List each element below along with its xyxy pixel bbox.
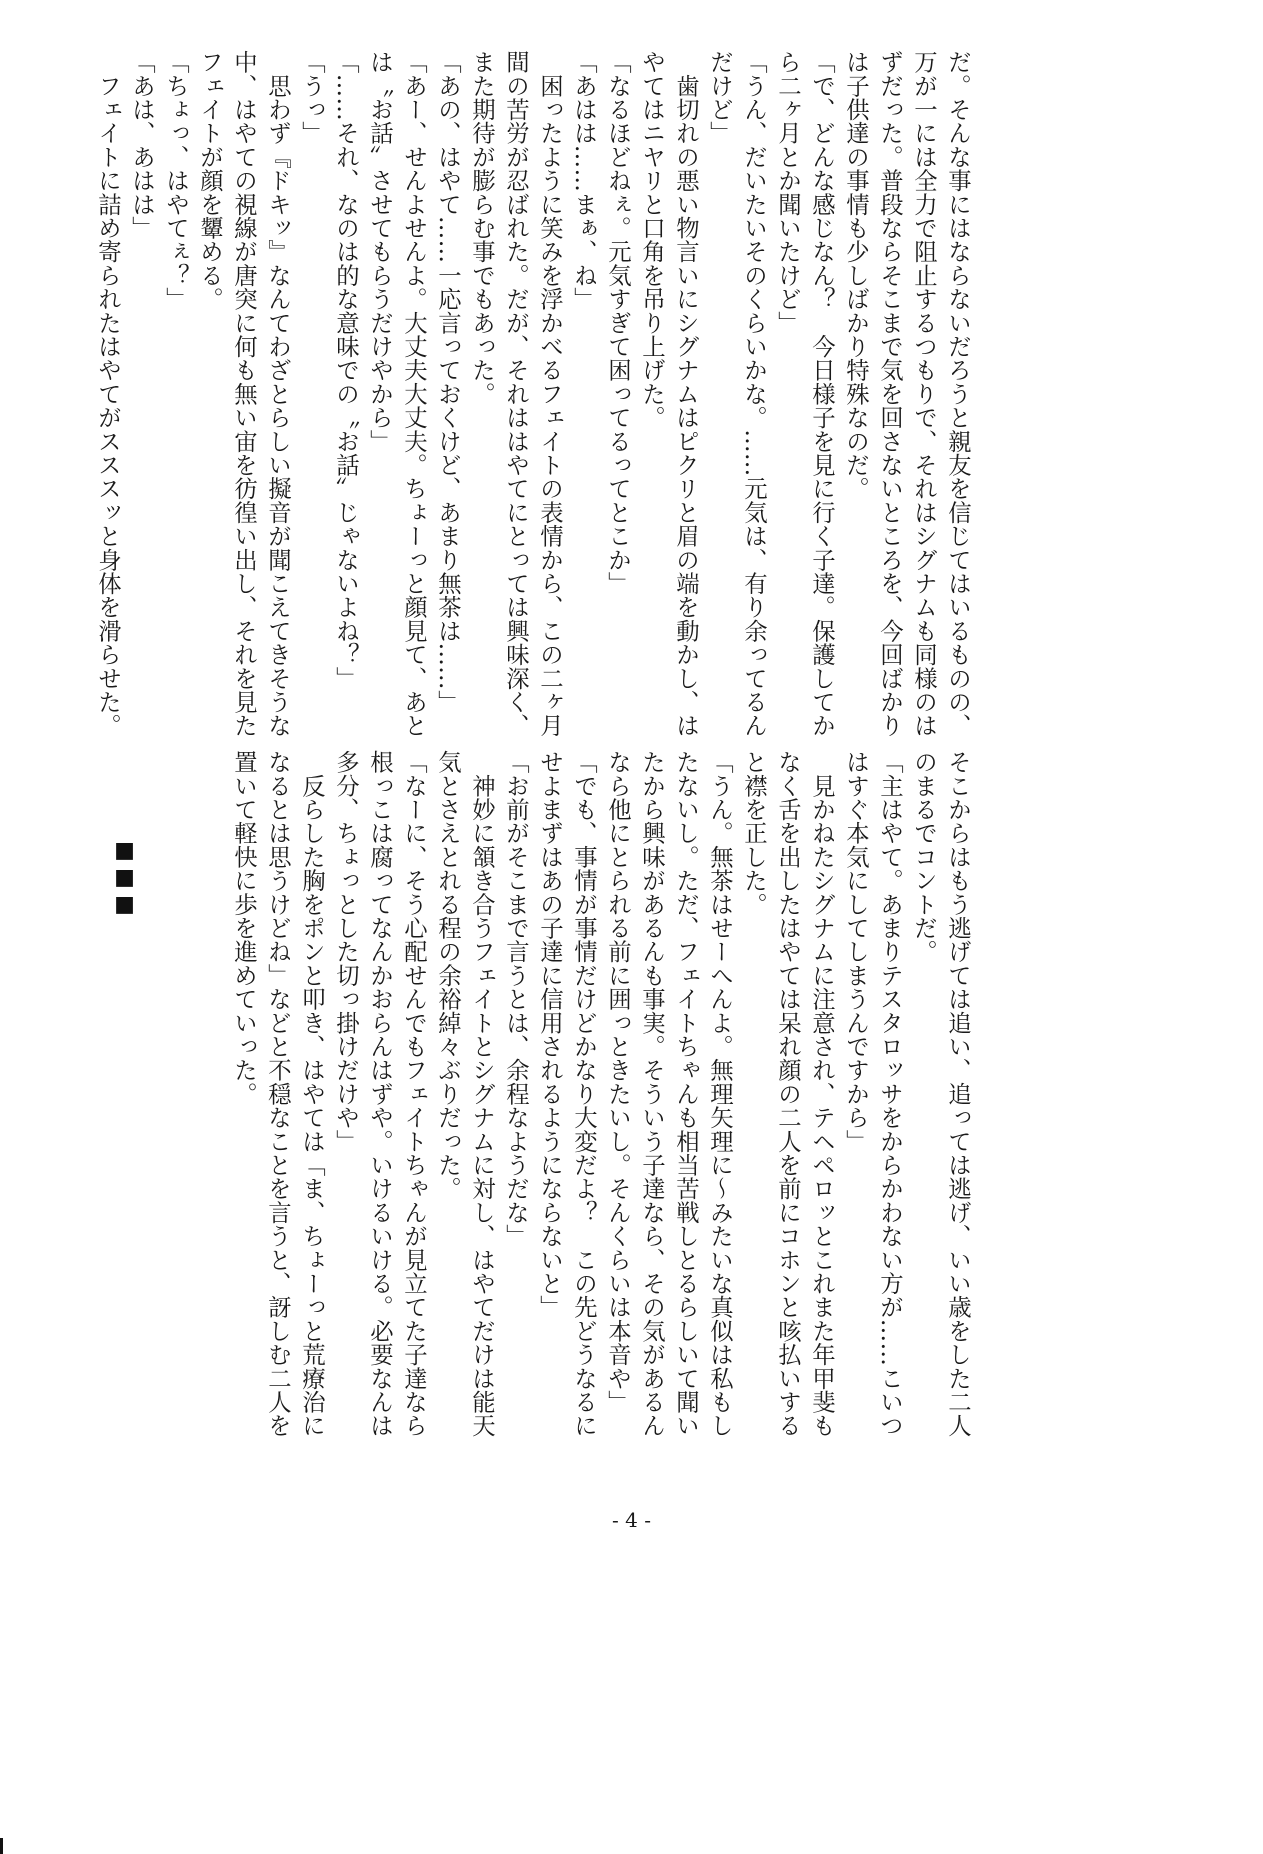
text-block-upper — [91, 50, 975, 750]
text-column: 困ったように笑みを浮かべるフェイトの表情から、この二ヶ月 — [536, 50, 564, 738]
text-column: 反らした胸をポンと叩き、はやては「ま、ちょーっと荒療治に — [298, 750, 326, 1438]
text-column: 「なるほどねぇ。元気すぎて困ってるってとこか」 — [604, 50, 632, 596]
text-column: 思わず『ドキッ』なんてわざとらしい擬音が聞こえてきそうな — [264, 50, 292, 738]
text-column: 「あー、せんよせんよ。大丈夫大丈夫。ちょーっと顔見て、あと — [400, 50, 428, 738]
text-column: また期待が膨らむ事でもあった。 — [468, 50, 496, 406]
text-column: のまるでコントだ。 — [910, 750, 938, 964]
text-column: 「あはは……まぁ、ね」 — [570, 50, 598, 311]
text-column: 「……それ、なのは的な意味での〝お話〟じゃないよね？」 — [332, 50, 360, 690]
text-column: ら二ヶ月とか聞いたけど」 — [774, 50, 802, 335]
text-column: 根っこは腐ってなんかおらんはずや。いけるいける。必要なんは — [366, 750, 394, 1438]
text-column: やてはニヤリと口角を吊り上げた。 — [638, 50, 666, 430]
text-column: 神妙に頷き合うフェイトとシグナムに対し、はやてだけは能天 — [468, 750, 496, 1438]
text-column: フェイトが顔を顰める。 — [196, 50, 224, 311]
text-column: 万が一には全力で阻止するつもりで、それはシグナムも同様のは — [910, 50, 938, 738]
text-column: 「で、どんな感じなん？ 今日様子を見に行く子達。保護してか — [808, 50, 836, 738]
text-column: フェイトに詰め寄られたはやてがスススッと身体を滑らせた。 — [94, 50, 122, 738]
text-column: なら他にとられる前に囲っときたいし。そんくらいは本音や」 — [604, 750, 632, 1414]
text-column: せよまずはあの子達に信用されるようにならないと」 — [536, 750, 564, 1319]
text-column: 「お前がそこまで言うとは、余程なようだな」 — [502, 750, 530, 1248]
text-column: 「うん。無茶はせーへんよ。無理矢理に〜みたいな真似は私もし — [706, 750, 734, 1438]
text-column: ずだった。普段ならそこまで気を回さないところを、今回ばかり — [876, 50, 904, 738]
text-column: 気とさえとれる程の余裕綽々ぶりだった。 — [434, 750, 462, 1201]
text-column: たないし。ただ、フェイトちゃんも相当苦戦しとるらしいて聞い — [672, 750, 700, 1438]
text-column: 多分、ちょっとした切っ掛けだけや」 — [332, 750, 360, 1153]
text-block-lower — [227, 750, 975, 1450]
text-column: 「ちょっ、はやてぇ？」 — [162, 50, 190, 311]
text-column: なく舌を出したはやては呆れ顔の二人を前にコホンと咳払いする — [774, 750, 802, 1438]
scan-edge-mark — [0, 1838, 3, 1854]
text-column: 「あの、はやて……一応言っておくけど、あまり無茶は……」 — [434, 50, 462, 714]
text-column: だけど」 — [706, 50, 734, 145]
section-separator: ■■■ — [112, 838, 137, 919]
text-column: だ。そんな事にはならないだろうと親友を信じてはいるものの、 — [944, 50, 972, 738]
text-column: はすぐ本気にしてしまうんですから」 — [842, 750, 870, 1153]
text-column: 「うん、だいたいそのくらいかな。……元気は、有り余ってるん — [740, 50, 768, 738]
text-column: は子供達の事情も少しばかり特殊なのだ。 — [842, 50, 870, 501]
text-column: 「あは、あはは」 — [128, 50, 156, 240]
text-column: そこからはもう逃げては追い、追っては逃げ、いい歳をした二人 — [944, 750, 972, 1438]
text-column: 「主はやて。あまりテスタロッサをからかわない方が……こいつ — [876, 750, 904, 1438]
text-column: 「うっ」 — [298, 50, 326, 145]
text-column: たから興味があるんも事実。そういう子達なら、その気があるん — [638, 750, 666, 1438]
text-column: 歯切れの悪い物言いにシグナムはピクリと眉の端を動かし、は — [672, 50, 700, 738]
text-column: 中、はやての視線が唐突に何も無い宙を彷徨い出し、それを見た — [230, 50, 258, 738]
text-column: なるとは思うけどね」などと不穏なことを言うと、訝しむ二人を — [264, 750, 292, 1438]
text-column: は〝お話〟させてもらうだけやから」 — [366, 50, 394, 453]
text-column: 間の苦労が忍ばれた。だが、それははやてにとっては興味深く、 — [502, 50, 530, 738]
text-column: 「なーに、そう心配せんでもフェイトちゃんが見立てた子達なら — [400, 750, 428, 1438]
text-column: 「でも、事情が事情だけどかなり大変だよ？ この先どうなるに — [570, 750, 598, 1438]
text-column: 見かねたシグナムに注意され、テヘペロッとこれまた年甲斐も — [808, 750, 836, 1438]
text-column: と襟を正した。 — [740, 750, 768, 916]
page-number: - 4 - — [612, 1508, 651, 1532]
text-column: 置いて軽快に歩を進めていった。 — [230, 750, 258, 1106]
